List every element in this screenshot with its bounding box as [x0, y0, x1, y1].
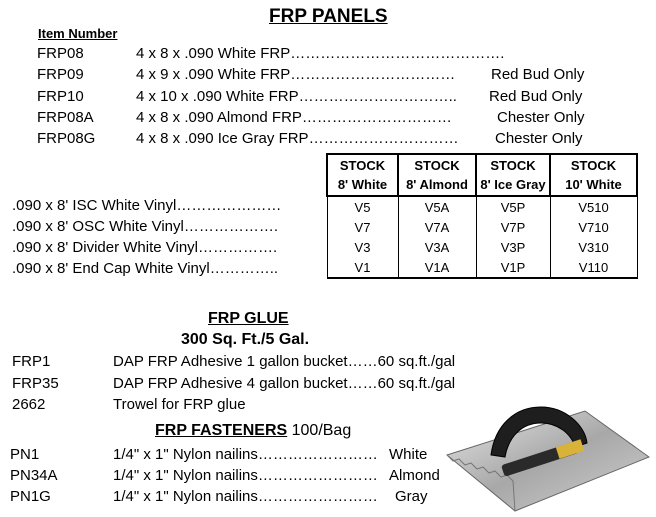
panel-code: FRP10 — [37, 88, 84, 105]
notched-trowel-icon — [445, 395, 650, 515]
column-header: STOCK 10' White — [550, 154, 637, 196]
glue-subtitle: 300 Sq. Ft./5 Gal. — [181, 331, 310, 348]
panel-code: FRP08A — [37, 109, 94, 126]
fastener-note: Almond — [389, 467, 440, 484]
table-cell: V5A — [398, 196, 476, 217]
fasteners-title: FRP FASTENERS — [155, 422, 288, 439]
panel-note: Red Bud Only — [489, 88, 583, 105]
table-cell: V3 — [327, 237, 398, 257]
fastener-note: White — [389, 446, 428, 463]
panel-desc: 4 x 9 x .090 White FRP…………………………… — [136, 66, 456, 83]
fastener-code: PN34A — [10, 467, 58, 484]
table-cell: V5 — [327, 196, 398, 217]
panel-note: Chester Only — [495, 130, 583, 147]
glue-code: FRP35 — [12, 375, 59, 392]
panel-desc: 4 x 10 x .090 White FRP………………………….. — [136, 88, 457, 105]
glue-desc: DAP FRP Adhesive 4 gallon bucket……60 sq.ft./gal — [113, 375, 456, 392]
table-cell: V710 — [550, 217, 637, 237]
table-cell: V1A — [398, 257, 476, 278]
table-row — [327, 257, 637, 278]
fasteners-heading — [155, 422, 351, 440]
fastener-note: Gray — [395, 488, 428, 505]
table-cell: V1P — [476, 257, 550, 278]
table-cell: V7P — [476, 217, 550, 237]
table-cell: V3A — [398, 237, 476, 257]
table-cell: V1 — [327, 257, 398, 278]
item-number-header: Item Number — [38, 26, 118, 41]
vinyl-label: .090 x 8' Divider White Vinyl……………. — [12, 239, 278, 256]
column-header: STOCK 8' White — [327, 154, 398, 196]
vinyl-label: .090 x 8' End Cap White Vinyl………….. — [12, 260, 279, 277]
table-cell: V110 — [550, 257, 637, 278]
panels-title: FRP PANELS — [269, 6, 388, 27]
table-row — [327, 237, 637, 257]
vinyl-stock-table — [326, 153, 638, 279]
fastener-desc: 1/4" x 1" Nylon nailins…………………… — [113, 488, 378, 505]
panel-code: FRP09 — [37, 66, 84, 83]
table-header-row — [327, 154, 637, 196]
fastener-desc: 1/4" x 1" Nylon nailins…………………… — [113, 467, 378, 484]
table-cell: V7 — [327, 217, 398, 237]
vinyl-label: .090 x 8' ISC White Vinyl………………… — [12, 197, 282, 214]
panel-code: FRP08G — [37, 130, 96, 147]
table-row — [327, 196, 637, 217]
table-cell: V510 — [550, 196, 637, 217]
panel-note: Red Bud Only — [491, 66, 585, 83]
glue-desc: Trowel for FRP glue — [113, 396, 246, 413]
fastener-code: PN1G — [10, 488, 51, 505]
panel-note: Chester Only — [497, 109, 585, 126]
panel-desc: 4 x 8 x .090 Ice Gray FRP………………………… — [136, 130, 459, 147]
table-cell: V5P — [476, 196, 550, 217]
panel-desc: 4 x 8 x .090 Almond FRP………………………… — [136, 109, 452, 126]
table-cell: V3P — [476, 237, 550, 257]
vinyl-label: .090 x 8' OSC White Vinyl………………. — [12, 218, 278, 235]
fasteners-suffix: 100/Bag — [287, 422, 352, 439]
column-header: STOCK 8' Almond — [398, 154, 476, 196]
glue-code: 2662 — [12, 396, 46, 413]
fastener-code: PN1 — [10, 446, 40, 463]
panel-code: FRP08 — [37, 45, 84, 62]
glue-code: FRP1 — [12, 353, 51, 370]
glue-title: FRP GLUE — [208, 310, 289, 327]
table-row — [327, 217, 637, 237]
glue-desc: DAP FRP Adhesive 1 gallon bucket……60 sq.ft./gal — [113, 353, 456, 370]
column-header: STOCK 8' Ice Gray — [476, 154, 550, 196]
panel-desc: 4 x 8 x .090 White FRP……………………………………. — [136, 45, 505, 62]
table-cell: V7A — [398, 217, 476, 237]
table-cell: V310 — [550, 237, 637, 257]
fastener-desc: 1/4" x 1" Nylon nailins…………………… — [113, 446, 378, 463]
